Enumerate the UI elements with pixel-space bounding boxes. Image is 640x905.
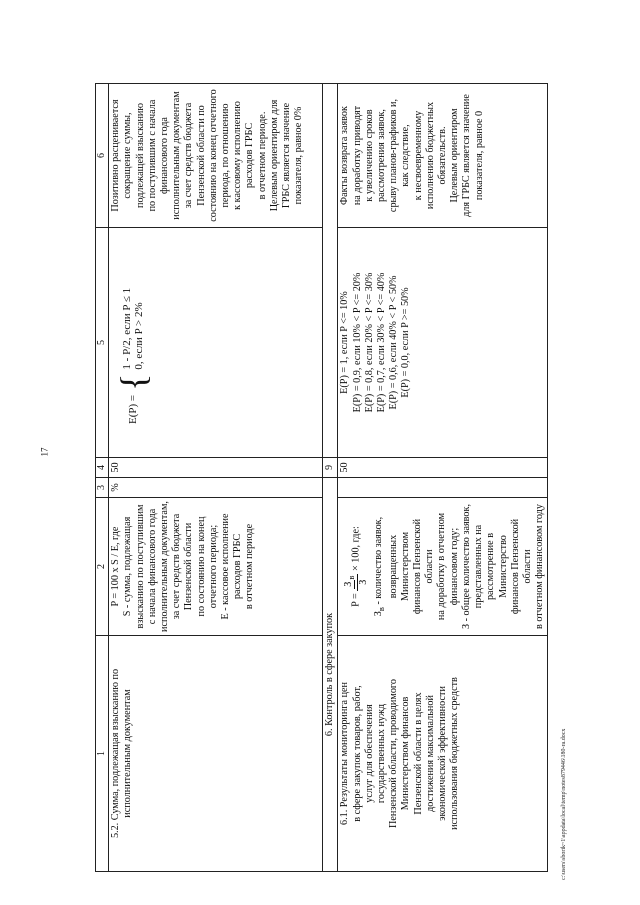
formula-left: P = [350,593,362,607]
comment-line: ГРБС является значение [281,102,293,209]
header-cell: 3 [96,478,109,498]
footer-file-path: c:\users\sborik~1\appdata\local\temp\notes879446\180-ra.docx [561,728,567,880]
comment-line: по поступившим с начала [146,99,158,212]
section-empty [323,84,338,458]
comment-line: к кассовому исполнению [232,101,244,210]
header-cell: 4 [96,458,109,478]
header-cell: 5 [96,228,109,458]
page-number: 17 [39,447,50,457]
formula-line: расходов ГРБС [232,533,244,600]
comment-line: обязательств. [437,126,449,185]
frac-num: З [343,581,355,587]
header-cell: 2 [96,498,109,636]
comment-cell [338,84,548,228]
frac-den: З [358,579,370,585]
formula-line: финансов Пензенской области [412,518,436,615]
comment-line: расходов ГРБС [244,122,256,189]
comment-line: показателя, равное 0% [293,106,305,205]
formula-line: Е - кассовое исполнение [220,513,232,620]
comment-line: сокращение суммы, [122,112,134,199]
comment-line: срыву планов-графиков и, [388,98,400,213]
formula-line: с начала финансового года [146,508,158,625]
indicator-line: 6.1. Результаты мониторинга цен [339,682,351,826]
indicator-line: услуг для обеспечения [363,704,375,803]
comment-line: к несвоевременному [412,110,424,201]
scale-line: E(P) = 0,6, если 40% < P < 50% [388,275,400,410]
formula-line: за счет средств бюджета [171,513,183,620]
formula-case: 0, если P > 2% [133,302,146,370]
indicator-line: использования бюджетных средств [449,677,461,830]
formula-line: исполнительным документам, [159,501,171,632]
indicator-line: в сфере закупок товаров, работ, [351,685,363,822]
formula-line: представленных на [473,524,485,609]
indicator-line: достижения максимальной [424,695,436,812]
indicator-line: экономической эффективности [437,686,449,821]
evaluation-scale [338,228,548,458]
comment-line: периода, по отношению [220,103,232,208]
indicator-line: Пензенской области, проводимого [388,679,400,828]
comment-line: как следствие, [400,124,412,187]
rotated-table-page [95,84,571,872]
evaluation-formula [109,228,323,458]
comment-line: к увеличению сроков [363,109,375,202]
scale-line: E(P) = 0,0, если P >= 50% [400,287,412,398]
formula-line: возвращенных Министерством [387,531,411,602]
indicator-line: Пензенской области в целях [412,692,424,815]
comment-cell [109,84,323,228]
criteria-table [95,83,548,872]
weight-cell: 50 [338,458,548,478]
formula-fraction [343,574,369,591]
section-row [323,84,338,872]
formula-cell [338,498,548,636]
comment-line: показателя, равное 0 [473,110,485,201]
formula-line: Пензенской области [183,522,195,611]
formula-line: в отчетном периоде [244,523,256,610]
formula-cell [109,498,323,636]
formula-line: финансовом году; [448,527,460,606]
scale-line: E(P) = 0,7, если 30% < P <= 40% [376,272,388,413]
formula-text: P = 100 x S / E, где [110,526,122,607]
comment-line: подлежащей взысканию [134,103,146,208]
table-row-6-1 [338,84,548,872]
comment-line: финансового года [159,117,171,194]
comment-line: рассмотрения заявок, [376,109,388,202]
comment-line: для ГРБС является значение [461,94,473,217]
formula-line: в отчетном финансовом году [534,504,546,629]
comment-line: исполнительным документам [171,91,183,220]
brace-icon: { [113,373,154,391]
section-title: 6. Контроль в сфере закупок [323,478,338,872]
comment-line: на доработку приводят [351,105,363,206]
comment-line: Целевым ориентиром для [268,99,280,212]
formula-line: взысканию по поступившим [134,504,146,629]
unit-cell [338,478,548,498]
header-cell: 6 [96,84,109,228]
comment-line: в отчетном периоде. [256,111,268,200]
comment-line: Пензенской области по [195,105,207,206]
comment-line: за счет средств бюджета [183,102,195,209]
table-row-5-2 [109,84,323,872]
formula-line: отчетного периода; [207,524,219,609]
unit-cell: % [109,478,323,498]
indicator-name [338,636,548,872]
comment-line: состоянию на конец отчетного [207,89,219,222]
weight-cell: 50 [109,458,323,478]
comment-line: Факты возврата заявок [339,106,351,205]
indicator-name: 5.2. Сумма, подлежащая взысканию по исполнительным документам [109,636,323,872]
comment-line: Целевым ориентиром [449,108,461,203]
scale-line: E(P) = 0,8, если 20% < P <= 30% [363,272,375,413]
formula-line: $З_в$ - количество заявок, [373,516,387,617]
formula-line: по состоянию на конец [195,516,207,617]
scale-line: E(P) = 1, если P <= 10% [339,291,351,394]
indicator-line: государственных нужд [376,703,388,804]
scale-line: E(P) = 0,9, если 10% < P <= 20% [351,272,363,413]
formula-lhs: E(P) = [127,394,140,424]
frac-num-sub: в [346,575,357,580]
header-cell: 1 [96,636,109,872]
header-row [96,84,109,872]
formula-cases [121,288,145,370]
formula-line: на доработку в отчетном [436,512,448,621]
formula-line: финансов Пензенской области [509,518,533,615]
formula-line: З - общее количество заявок, [460,503,472,630]
indicator-line: Министерством финансов [400,696,412,811]
formula-case: 1 - P/2, если P ≤ 1 [121,287,133,370]
formula-line: S - сумма, подлежащая [122,516,134,617]
formula-right: × 100, где: [350,526,362,572]
comment-line: Позитивно расценивается [110,99,122,212]
section-weight: 9 [323,458,338,478]
comment-line: исполнению бюджетных [424,101,436,210]
formula-line: рассмотрение в Министерство [485,532,509,601]
